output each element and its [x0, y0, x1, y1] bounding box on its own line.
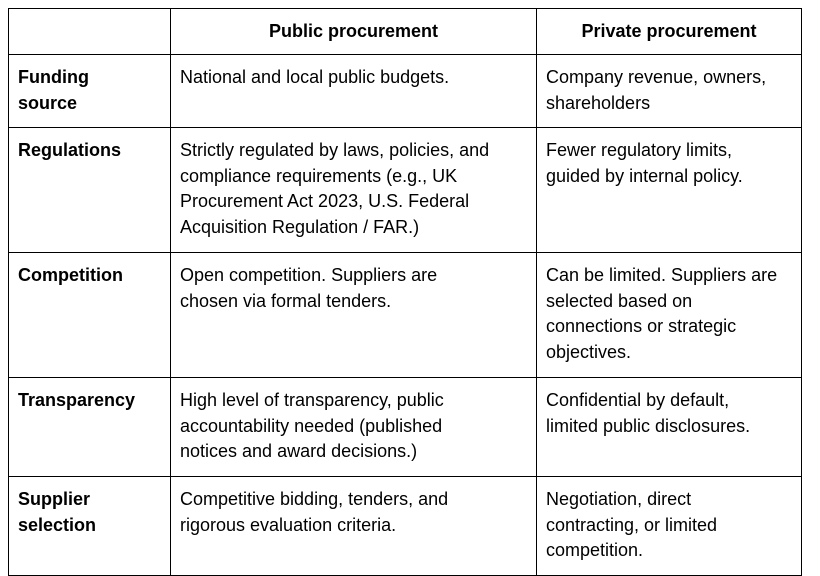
row-label: Transparency — [18, 390, 136, 410]
row-label-cell — [9, 378, 171, 477]
table-row-regulations — [9, 128, 802, 253]
row-label-cell — [9, 55, 171, 128]
public-text: National and local public budgets. — [180, 67, 450, 87]
row-label: Regulations — [18, 140, 122, 160]
private-cell — [537, 378, 802, 477]
row-label: Funding source — [18, 67, 89, 113]
public-text: Competitive bidding, tenders, and rigorous evaluation criteria. — [180, 489, 449, 535]
private-text: Confidential by default, limited public disclosures. — [546, 390, 751, 436]
table-row-funding-source — [9, 55, 802, 128]
private-text: Negotiation, direct contracting, or limited competition. — [546, 489, 718, 560]
private-cell — [537, 253, 802, 378]
table-row-competition — [9, 253, 802, 378]
private-cell — [537, 55, 802, 128]
row-label: Supplier selection — [18, 489, 97, 535]
row-label-cell — [9, 128, 171, 253]
comparison-table — [8, 8, 802, 576]
row-label: Competition — [18, 265, 123, 285]
public-cell — [171, 55, 537, 128]
public-cell — [171, 253, 537, 378]
public-cell — [171, 128, 537, 253]
private-cell — [537, 128, 802, 253]
header-row — [9, 9, 802, 55]
public-text: Strictly regulated by laws, policies, and compliance requirements (e.g., UK Procurement Act 2023, U.S. Federal Acquisition Regulation / FAR.) — [180, 140, 490, 237]
public-text: Open competition. Suppliers are chosen via formal tenders. — [180, 265, 438, 311]
header-public-procurement: Public procurement — [171, 9, 537, 55]
private-text: Can be limited. Suppliers are selected based on connections or strategic objectives. — [546, 265, 778, 362]
row-label-cell — [9, 253, 171, 378]
table-row-transparency — [9, 378, 802, 477]
header-empty-cell — [9, 9, 171, 55]
private-cell — [537, 477, 802, 576]
public-cell — [171, 477, 537, 576]
row-label-cell — [9, 477, 171, 576]
header-private-procurement: Private procurement — [537, 9, 802, 55]
public-cell — [171, 378, 537, 477]
public-text: High level of transparency, public accountability needed (published notices and award decisions.) — [180, 390, 444, 461]
private-text: Company revenue, owners, shareholders — [546, 67, 767, 113]
private-text: Fewer regulatory limits, guided by internal policy. — [546, 140, 743, 186]
table-row-supplier-selection — [9, 477, 802, 576]
